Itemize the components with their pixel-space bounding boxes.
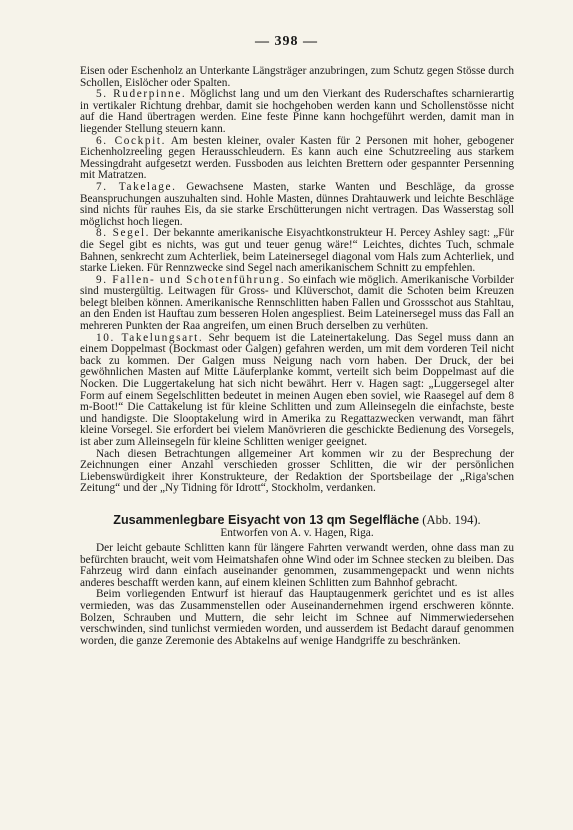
figure-reference: (Abb. 194). [422, 512, 481, 527]
paragraph [80, 275, 514, 333]
paragraph-label: 7. Takelage. [96, 180, 177, 193]
paragraph-text: So einfach wie möglich. Amerikanische Vorbilder sind mustergültig. Leitwagen für Gross- und Klüverschot, damit die Schoten beim Kreuzen belegt bleiben können. Amerikanische Rennschlitten haben Fallen und Grossschot aus Stahltau, an den Enden ist Hauftau zum besseren Holen angespliest. Beim Lateinersegel muss das Fall an mehreren Punkten der Raa angreifen, um einen Bruch derselben zu verhüten. [80, 273, 515, 333]
page-body [80, 66, 514, 647]
paragraph [80, 333, 514, 449]
paragraph [80, 136, 514, 182]
article-title: Zusammenlegbare Eisyacht von 13 qm Segelfläche [113, 512, 420, 527]
article-body [80, 543, 514, 647]
paragraph-text: Eisen oder Eschenholz an Unterkante Längsträger anzubringen, zum Schutz gegen Stösse durch Schollen, Eislöcher oder Spalten. [80, 65, 514, 89]
paragraph-text: Der bekannte amerikanische Eisyachtkonstrukteur H. Percey Ashley sagt: „Für die Segel gibt es nichts, was gut und teuer genug wäre!“ Leichtes, dichtes Tuch, schmale Bahnen, senkrecht zum Achterliek, beim Lateinersegel diagonal vom Hals zum Achterliek, und starke Lieken. Für Rennzwecke sind Segel nach amerikanischem Schnitt zu empfehlen. [80, 227, 514, 275]
paragraph-text: Am besten kleiner, ovaler Kasten für 2 Personen mit hoher, gebogener Eichenholzreeling gegen Herausschleudern. Es kann auch eine Schutzreeling aus starkem Messingdraht aufgesetzt werden. Fussboden aus leichten Brettern oder gespannter Persenning mit Matratzen. [80, 134, 514, 182]
article-byline: Entworfen von A. v. Hagen, Riga. [220, 526, 374, 539]
paragraph-label: 5. Ruderpinne. [96, 88, 187, 101]
paragraph-label: 9. Fallen- und Schotenführung. [96, 273, 286, 286]
paragraph: Beim vorliegenden Entwurf ist hierauf das Hauptaugenmerk gerichtet und es ist alles vermieden, was das Zusammenstellen oder Auseinandernehmen irgend erschweren könnte. Bolzen, Schrauben und Muttern, die sehr leicht im Schnee auf Nimmerwiedersehen verschwinden, sind tunlichst vermieden worden, und ausserdem ist Bedacht darauf genommen worden, die ganze Zeremonie des Abtakelns auf wenige Handgriffe zu beschränken. [80, 588, 514, 647]
paragraph-text: Nach diesen Betrachtungen allgemeiner Art kommen wir zu der Besprechung der Zeichnungen einer Anzahl verschieden grosser Schlitten, die wir der persönlichen Liebenswürdigkeit ihrer Konstrukteure, der Redaktion der Sportsbeilage der „Riga'schen Zeitung“ und der „Ny Tidning för Idrott“, Stockholm, verdanken. [80, 447, 514, 495]
paragraph-text: Möglichst lang und um den Vierkant des Ruderschaftes scharnierartig in vertikaler Richtung drehbar, damit sie hochgehoben werden kann und Schollenstösse nicht auf die Hand übertragen werden. Eine feste Pinne kann hochgeführt werden, damit man in liegender Stellung steuern kann. [80, 88, 514, 135]
paragraph-label: 6. Cockpit. [96, 134, 167, 147]
paragraph-text: Gewachsene Masten, starke Wanten und Beschläge, da grosse Beanspruchungen auszuhalten sind. Hohle Masten, dünnes Drahtauwerk und leichte Beschläge sind nichts für rauhes Eis, da sie starke Erschütterungen nicht vertragen. Das Wasserstag soll möglichst hoch liegen. [80, 180, 514, 228]
paragraph-label: 8. Segel. [96, 227, 151, 240]
page-number: — 398 — [255, 34, 318, 49]
article-heading [80, 513, 514, 527]
paragraph [80, 449, 514, 495]
paragraph-label: 10. Takelungsart. [96, 331, 204, 344]
paragraph [80, 228, 514, 274]
paragraph [80, 66, 514, 89]
paragraph [80, 89, 514, 135]
paragraph [80, 182, 514, 228]
paragraph: Der leicht gebaute Schlitten kann für längere Fahrten verwandt werden, ohne dass man zu befürchten braucht, weit vom Heimatshafen ohne Wind oder im Schnee stecken zu bleiben. Das Fahrzeug wird dann einfach auseinander genommen, zusammengepackt und wenn nichts anderes beschafft werden kann, auf einem kleinen Schlitten zum Bahnhof gebracht. [80, 541, 514, 589]
paragraph-text: Sehr bequem ist die Lateinertakelung. Das Segel muss dann an einem Doppelmast (Bockmast oder Galgen) gefahren werden, um mit dem vorderen Teil nicht back zu kommen. Der Galgen muss Neigung nach vorn haben. Der Druck, der bei gewöhnlichen Masten auf Mitte Läuferplanke kommt, verteilt sich beim Doppelmast auf die Nocken. Die Luggertakelung hat sich nicht bewährt. Herr v. Hagen sagt: „Luggersegel alter Form auf einem Segelschlitten bedeutet in meinen Augen eben soviel, wie Raasegel auf dem 8 m-Boot!“ Die Cattakelung ist für kleine Schlitten und zum Alleinsegeln die einfachste, beste und handigste. Die Slooptakelung wird in Amerika zu Regattazwecken verwandt, man fährt kleine Vorsegel. Sie erfordert bei vielem Manövrieren die geschickte Bedienung des Vorsegels, ist aber zum Alleinsegeln für kleine Schlitten weniger geeignet. [80, 331, 514, 448]
